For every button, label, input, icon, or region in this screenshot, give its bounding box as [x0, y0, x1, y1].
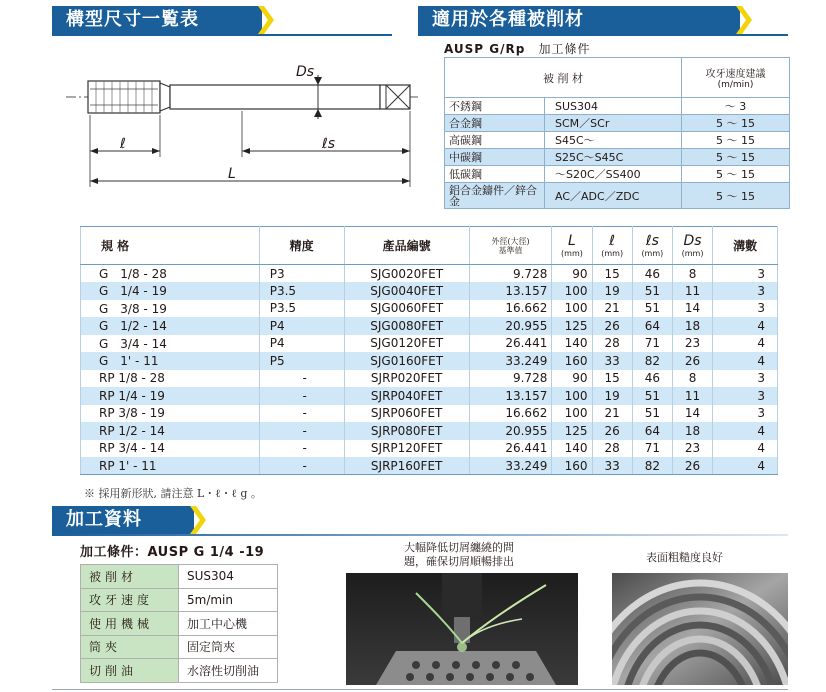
condition-row [81, 565, 278, 589]
cell-code: SJG0160FET [344, 352, 469, 370]
spec-row [81, 317, 778, 335]
cell-L: 125 [552, 317, 592, 335]
materials-subtitle [444, 40, 591, 57]
cell-od: 20.955 [469, 317, 552, 335]
spec-table [80, 226, 778, 475]
spec-row [81, 370, 778, 388]
label-L: L [228, 166, 236, 182]
cell-l: 15 [592, 370, 632, 388]
header-size-text: 規 格 [101, 239, 130, 253]
header-L [552, 227, 592, 265]
cell-flutes: 4 [713, 457, 778, 475]
materials-subtitle-code: AUSP G/Rp [444, 42, 526, 56]
condition-value: 固定筒夾 [179, 635, 278, 659]
header-l-unit: (mm) [601, 248, 624, 258]
cell-precision: - [259, 405, 344, 423]
material-row [445, 115, 790, 132]
cell-od: 9.728 [469, 265, 552, 283]
material-name: 鋁合金鑄件／鋅合金 [445, 183, 545, 209]
cell-od: 9.728 [469, 370, 552, 388]
spec-row [81, 352, 778, 370]
cell-ls: 51 [632, 282, 672, 300]
material-grade: AC／ADC／ZDC [545, 183, 682, 209]
processing-rule [52, 534, 788, 536]
material-grade: SCM／SCr [545, 115, 682, 132]
material-speed: 5 ～ 15 [682, 149, 790, 166]
cell-ls: 71 [632, 335, 672, 353]
material-name: 合金鋼 [445, 115, 545, 132]
cell-flutes: 3 [713, 300, 778, 318]
condition-key: 使用機械 [81, 612, 179, 636]
header-L-text: L [568, 232, 576, 249]
tap-drawing [60, 55, 430, 195]
cell-flutes: 3 [713, 370, 778, 388]
header-product-text: 產品編號 [382, 239, 431, 253]
header-od-text: 外徑(大徑) [491, 236, 530, 246]
chevron-right-icon [258, 6, 274, 34]
cell-ds: 23 [672, 440, 712, 458]
cell-od: 13.157 [469, 387, 552, 405]
cell-precision: P5 [259, 352, 344, 370]
cell-ds: 23 [672, 335, 712, 353]
cell-size: RP 1' - 11 [81, 457, 260, 475]
spec-row [81, 335, 778, 353]
machining-photo [346, 573, 578, 685]
header-product [344, 227, 469, 265]
material-name: 中碳鋼 [445, 149, 545, 166]
cell-code: SJG0080FET [344, 317, 469, 335]
label-ds: Ds [296, 64, 315, 80]
cell-od: 26.441 [469, 335, 552, 353]
cell-l: 28 [592, 335, 632, 353]
cell-flutes: 3 [713, 405, 778, 423]
condition-value: 5m/min [179, 588, 278, 612]
materials-rule [418, 34, 788, 36]
header-ds-text: Ds [683, 232, 702, 249]
cell-L: 90 [552, 370, 592, 388]
cell-l: 26 [592, 422, 632, 440]
cell-code: SJRP020FET [344, 370, 469, 388]
cell-flutes: 4 [713, 352, 778, 370]
photo2-caption: 表面粗糙度良好 [646, 551, 723, 564]
cell-L: 160 [552, 457, 592, 475]
cell-precision: P4 [259, 335, 344, 353]
photo1-caption-line2: 題，確保切屑順暢排出 [404, 555, 514, 568]
spec-row [81, 300, 778, 318]
processing-banner [52, 506, 194, 534]
condition-row [81, 588, 278, 612]
cell-code: SJRP040FET [344, 387, 469, 405]
materials-header-speed [682, 58, 790, 98]
material-row [445, 132, 790, 149]
condition-key: 攻牙速度 [81, 588, 179, 612]
dimensions-banner [52, 6, 262, 34]
materials-subtitle-text: 加工條件 [538, 42, 591, 56]
cell-od: 20.955 [469, 422, 552, 440]
cell-ls: 51 [632, 387, 672, 405]
cell-l: 33 [592, 352, 632, 370]
cell-ds: 14 [672, 300, 712, 318]
cell-l: 19 [592, 282, 632, 300]
material-row [445, 98, 790, 115]
dimensions-rule [52, 34, 392, 36]
cell-L: 100 [552, 300, 592, 318]
cell-od: 13.157 [469, 282, 552, 300]
materials-header-material-text: 被 削 材 [543, 71, 583, 85]
cell-flutes: 4 [713, 440, 778, 458]
spec-row [81, 422, 778, 440]
material-grade: SUS304 [545, 98, 682, 115]
cell-code: SJG0120FET [344, 335, 469, 353]
cell-size: RP 1/8 - 28 [81, 370, 260, 388]
cell-flutes: 3 [713, 265, 778, 283]
header-ds-unit: (mm) [681, 248, 704, 258]
cell-size: RP 3/4 - 14 [81, 440, 260, 458]
condition-value: 水溶性切削油 [179, 659, 278, 683]
condition-key: 切削油 [81, 659, 179, 683]
photo1-caption [404, 541, 514, 569]
spec-row [81, 440, 778, 458]
condition-key: 筒夾 [81, 635, 179, 659]
condition-row [81, 659, 278, 683]
cell-size: G 1/4 - 19 [81, 282, 260, 300]
cell-L: 100 [552, 282, 592, 300]
cell-L: 140 [552, 440, 592, 458]
cell-L: 140 [552, 335, 592, 353]
cell-code: SJG0040FET [344, 282, 469, 300]
cell-code: SJRP120FET [344, 440, 469, 458]
spec-row [81, 387, 778, 405]
cell-l: 21 [592, 300, 632, 318]
cell-ds: 8 [672, 370, 712, 388]
cell-code: SJRP060FET [344, 405, 469, 423]
material-name: 高碳鋼 [445, 132, 545, 149]
header-precision-text: 精度 [289, 239, 314, 253]
cell-precision: P4 [259, 317, 344, 335]
cell-size: G 1/2 - 14 [81, 317, 260, 335]
header-ls [632, 227, 672, 265]
material-name: 不銹鋼 [445, 98, 545, 115]
cell-ds: 18 [672, 317, 712, 335]
cell-precision: - [259, 440, 344, 458]
cell-flutes: 4 [713, 422, 778, 440]
material-row [445, 149, 790, 166]
cell-L: 125 [552, 422, 592, 440]
material-grade: S25C～S45C [545, 149, 682, 166]
header-l [592, 227, 632, 265]
label-l: ℓ [120, 136, 126, 152]
condition-value: SUS304 [179, 565, 278, 589]
header-l-text: ℓ [609, 232, 616, 249]
spec-note: ※ 採用新形狀, 請注意 L・ℓ・ℓ g 。 [84, 487, 262, 500]
cell-ls: 82 [632, 352, 672, 370]
cell-L: 100 [552, 405, 592, 423]
material-speed: 5 ～ 15 [682, 166, 790, 183]
cell-size: G 1' - 11 [81, 352, 260, 370]
cell-size: G 1/8 - 28 [81, 265, 260, 283]
photo1-caption-line1: 大幅降低切屑纏繞的問 [404, 541, 514, 554]
cell-size: G 3/8 - 19 [81, 300, 260, 318]
cell-size: RP 3/8 - 19 [81, 405, 260, 423]
cell-l: 21 [592, 405, 632, 423]
cell-l: 19 [592, 387, 632, 405]
materials-table [444, 57, 790, 209]
materials-header-speed-text: 攻牙速度建議 [705, 69, 766, 80]
material-grade: ～S20C／SS400 [545, 166, 682, 183]
conditions-table [80, 564, 278, 683]
cell-flutes: 3 [713, 282, 778, 300]
cell-od: 16.662 [469, 300, 552, 318]
material-speed: 5 ～ 15 [682, 115, 790, 132]
cell-ls: 71 [632, 440, 672, 458]
cell-L: 90 [552, 265, 592, 283]
cell-precision: P3.5 [259, 300, 344, 318]
header-od-sub: 基準值 [498, 245, 523, 255]
surface-photo [612, 573, 788, 685]
cell-ls: 51 [632, 405, 672, 423]
material-row [445, 166, 790, 183]
cell-code: SJRP160FET [344, 457, 469, 475]
cell-code: SJG0060FET [344, 300, 469, 318]
condition-key: 被削材 [81, 565, 179, 589]
spec-row [81, 405, 778, 423]
cell-ls: 64 [632, 422, 672, 440]
chevron-right-icon [190, 506, 206, 534]
cell-ls: 82 [632, 457, 672, 475]
cell-l: 26 [592, 317, 632, 335]
cell-od: 16.662 [469, 405, 552, 423]
cell-ds: 11 [672, 387, 712, 405]
cell-ls: 46 [632, 370, 672, 388]
cell-precision: - [259, 422, 344, 440]
cell-ls: 51 [632, 300, 672, 318]
cell-code: SJG0020FET [344, 265, 469, 283]
cell-precision: - [259, 457, 344, 475]
header-ls-unit: (mm) [641, 248, 664, 258]
cell-ds: 14 [672, 405, 712, 423]
material-grade: S45C～ [545, 132, 682, 149]
material-speed: ～ 3 [682, 98, 790, 115]
cell-ds: 8 [672, 265, 712, 283]
condition-title: 加工條件：AUSP G 1/4 -19 [80, 545, 265, 560]
cell-ds: 26 [672, 352, 712, 370]
header-ds [672, 227, 712, 265]
processing-title: 加工資料 [66, 509, 142, 530]
cell-od: 33.249 [469, 457, 552, 475]
cell-precision: - [259, 387, 344, 405]
header-size [81, 227, 260, 265]
cell-size: G 3/4 - 14 [81, 335, 260, 353]
cell-ds: 26 [672, 457, 712, 475]
condition-row [81, 612, 278, 636]
cell-size: RP 1/4 - 19 [81, 387, 260, 405]
cell-flutes: 4 [713, 335, 778, 353]
cell-size: RP 1/2 - 14 [81, 422, 260, 440]
materials-header-speed-unit: (m/min) [717, 80, 754, 90]
cell-ds: 18 [672, 422, 712, 440]
cell-code: SJRP080FET [344, 422, 469, 440]
condition-value: 加工中心機 [179, 612, 278, 636]
cell-l: 33 [592, 457, 632, 475]
cell-od: 33.249 [469, 352, 552, 370]
bottom-rule [52, 689, 788, 690]
material-name: 低碳鋼 [445, 166, 545, 183]
cell-l: 28 [592, 440, 632, 458]
header-od [469, 227, 552, 265]
header-L-unit: (mm) [561, 248, 583, 258]
condition-row [81, 635, 278, 659]
materials-title: 適用於各種被削材 [432, 9, 584, 30]
header-precision [259, 227, 344, 265]
materials-header-material [445, 58, 682, 98]
cell-flutes: 3 [713, 387, 778, 405]
cell-ls: 64 [632, 317, 672, 335]
spec-row [81, 282, 778, 300]
material-row [445, 183, 790, 209]
chevron-right-icon [736, 6, 752, 34]
cell-L: 100 [552, 387, 592, 405]
cell-precision: P3 [259, 265, 344, 283]
cell-L: 160 [552, 352, 592, 370]
materials-banner [418, 6, 740, 34]
cell-od: 26.441 [469, 440, 552, 458]
spec-row [81, 265, 778, 283]
header-ls-text: ℓs [645, 232, 659, 249]
cell-precision: - [259, 370, 344, 388]
cell-flutes: 4 [713, 317, 778, 335]
cell-l: 15 [592, 265, 632, 283]
cell-ls: 46 [632, 265, 672, 283]
label-ls: ℓs [322, 136, 336, 152]
header-flutes [713, 227, 778, 265]
header-flutes-text: 溝數 [733, 239, 758, 253]
material-speed: 5 ～ 15 [682, 132, 790, 149]
cell-precision: P3.5 [259, 282, 344, 300]
material-speed: 5 ～ 15 [682, 183, 790, 209]
dimensions-title: 構型尺寸一覧表 [66, 9, 199, 30]
spec-row [81, 457, 778, 475]
cell-ds: 11 [672, 282, 712, 300]
